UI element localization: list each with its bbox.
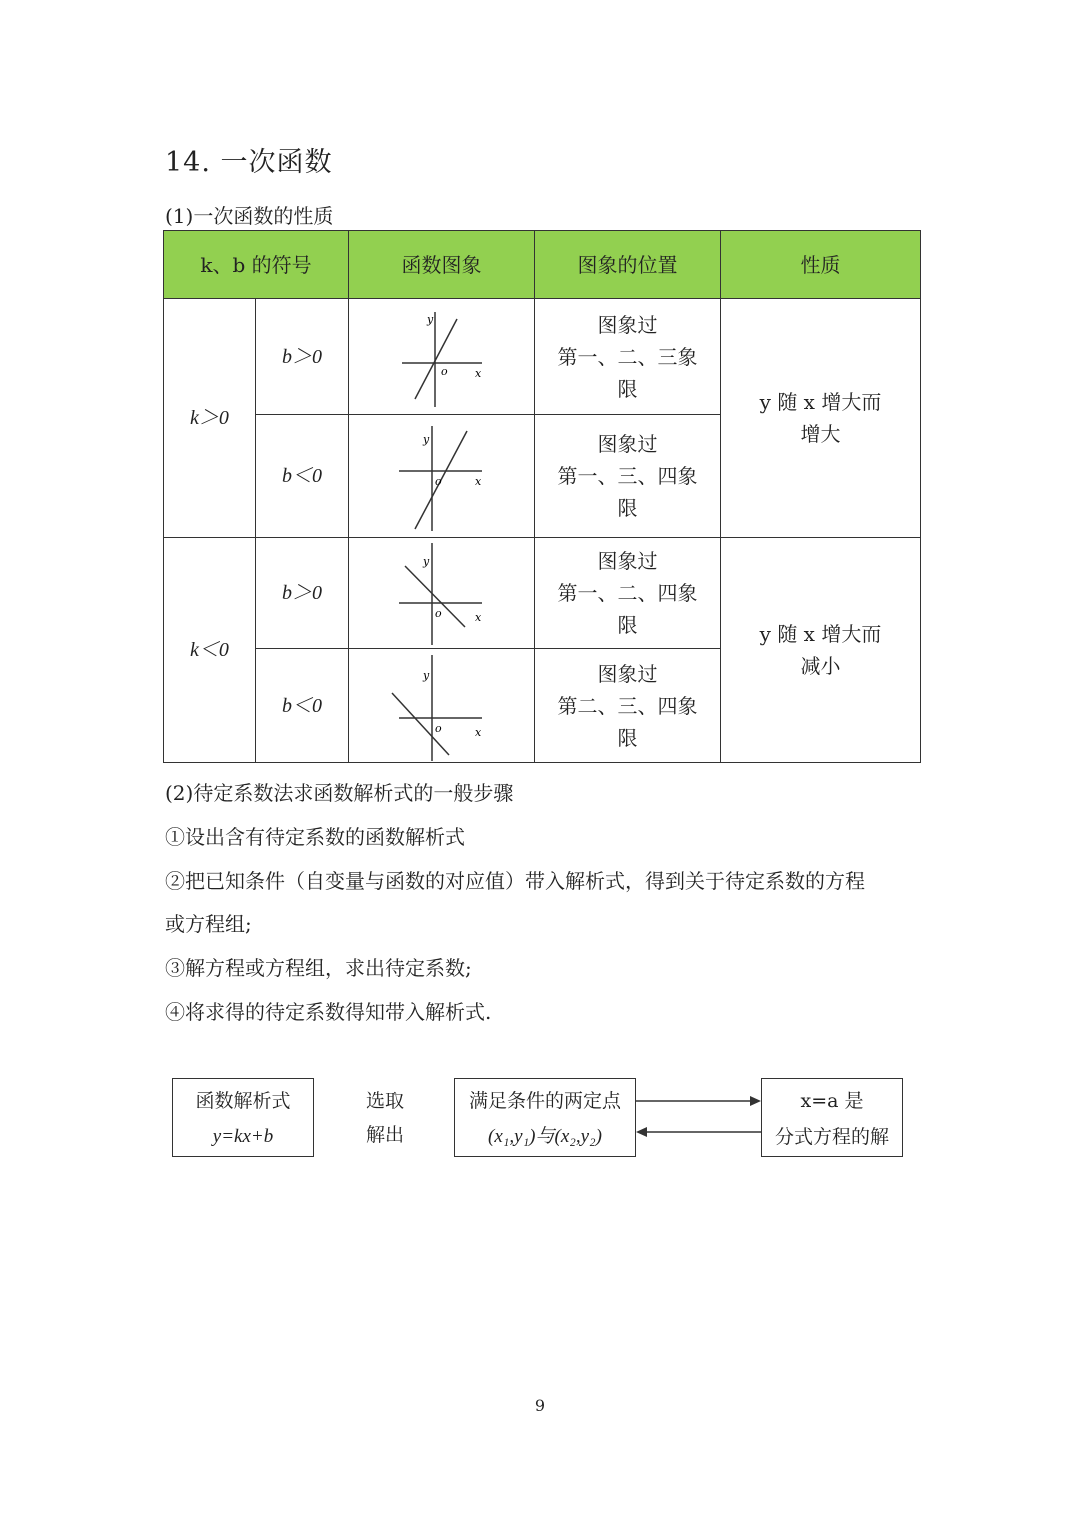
position-line: 限 <box>617 496 638 520</box>
property-cell <box>721 538 921 763</box>
properties-table <box>163 230 921 763</box>
x-axis-label: x <box>474 366 481 380</box>
position-line: 第一、二、四象 <box>557 581 698 605</box>
b-sign-cell: b＜0 <box>256 415 349 538</box>
flow-box-function-expression <box>172 1078 314 1157</box>
position-line: 限 <box>617 725 638 750</box>
header-kb-sign: k、b 的符号 <box>164 231 349 299</box>
position-cell <box>535 538 721 649</box>
header-position: 图象的位置 <box>535 231 721 299</box>
graph-cell <box>349 649 535 763</box>
position-line: 第一、三、四象 <box>557 464 698 488</box>
graph-cell <box>349 299 535 415</box>
step-4: ④将求得的待定系数得知带入解析式. <box>165 1000 492 1024</box>
flow-box-line: (x₁,y₁)与(x₂,y₂) <box>488 1126 602 1147</box>
header-property: 性质 <box>721 231 921 299</box>
x-axis-label: x <box>474 725 481 739</box>
k-sign-cell: k＞0 <box>164 299 256 538</box>
page-number: 9 <box>534 1396 546 1415</box>
flow-box-line: 函数解析式 <box>195 1090 291 1112</box>
b-sign-cell: b＞0 <box>256 299 349 415</box>
arrow-label-line: 解出 <box>365 1124 404 1146</box>
origin-label: o <box>440 364 448 378</box>
property-line: y 随 x 增大而 <box>759 622 882 646</box>
property-cell <box>721 299 921 538</box>
flow-box-line: 分式方程的解 <box>774 1126 889 1148</box>
flow-box-line: 满足条件的两定点 <box>468 1090 621 1112</box>
position-cell <box>535 649 721 763</box>
header-graph: 函数图象 <box>349 231 535 299</box>
position-line: 限 <box>617 613 638 637</box>
table-row <box>164 299 921 415</box>
x-axis-label: x <box>474 475 481 488</box>
b-sign-cell: b＜0 <box>256 649 349 763</box>
table-header-row <box>164 231 921 299</box>
step-1: ①设出含有待定系数的函数解析式 <box>165 825 465 849</box>
flow-box-solution <box>761 1078 903 1157</box>
position-line: 图象过 <box>597 549 658 573</box>
position-line: 图象过 <box>597 661 658 686</box>
property-line: y 随 x 增大而 <box>759 390 882 414</box>
flow-box-line: y=kx+b <box>212 1126 274 1147</box>
position-line: 图象过 <box>597 432 658 456</box>
section-heading-properties: (1)一次函数的性质 <box>165 204 334 228</box>
origin-label: o <box>434 475 442 488</box>
x-axis-label: x <box>474 611 481 624</box>
position-line: 图象过 <box>597 312 658 337</box>
arrow-right-head <box>750 1096 761 1106</box>
step-2: ②把已知条件（自变量与函数的对应值）带入解析式，得到关于待定系数的方程 <box>165 869 865 893</box>
line-graph-increasing-positive-intercept <box>387 307 497 407</box>
position-cell <box>535 415 721 538</box>
arrow-label-line: 选取 <box>365 1090 404 1112</box>
position-line: 第一、二、三象 <box>557 344 698 369</box>
flow-double-arrow <box>636 1090 761 1145</box>
y-axis-label: y <box>422 433 429 446</box>
property-line: 增大 <box>800 422 841 446</box>
y-axis-label: y <box>426 312 433 326</box>
table-row <box>164 538 921 649</box>
flow-box-two-points <box>454 1078 636 1157</box>
section-heading-steps: (2)待定系数法求函数解析式的一般步骤 <box>165 781 514 805</box>
y-axis-label: y <box>422 668 429 682</box>
position-line: 第二、三、四象 <box>557 693 698 718</box>
position-line: 限 <box>617 376 638 401</box>
arrow-left-head <box>636 1127 647 1137</box>
line-graph-increasing-negative-intercept <box>387 421 497 531</box>
page-title: 14. 一次函数 <box>165 147 333 178</box>
graph-cell <box>349 415 535 538</box>
position-cell <box>535 299 721 415</box>
k-sign-cell: k＜0 <box>164 538 256 763</box>
line-graph-decreasing-positive-intercept <box>387 541 497 645</box>
property-line: 减小 <box>800 654 841 678</box>
graph-cell <box>349 538 535 649</box>
flow-box-line: x=a 是 <box>800 1090 864 1112</box>
line-graph-decreasing-negative-intercept <box>387 651 497 761</box>
flow-arrow-label <box>340 1084 430 1152</box>
step-3: ③解方程或方程组，求出待定系数; <box>165 956 472 980</box>
step-2-continued: 或方程组; <box>165 912 252 936</box>
b-sign-cell: b＞0 <box>256 538 349 649</box>
origin-label: o <box>434 721 442 735</box>
y-axis-label: y <box>422 555 429 568</box>
origin-label: o <box>434 607 442 620</box>
